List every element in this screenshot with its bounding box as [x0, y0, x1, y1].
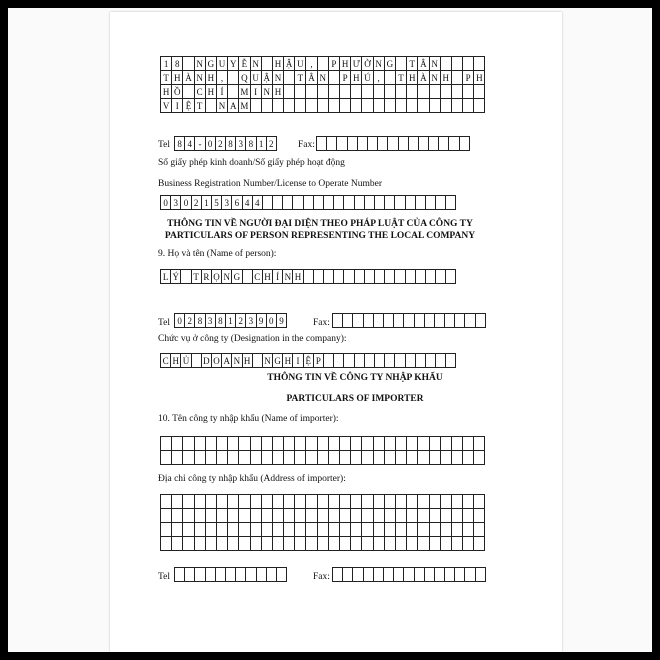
char-box — [475, 567, 486, 582]
char-box: T — [160, 70, 172, 85]
char-box — [473, 436, 485, 451]
representative-tel-label: Tel — [158, 318, 170, 328]
importer-tel-label: Tel — [158, 572, 170, 582]
char-box: G — [205, 56, 217, 71]
char-box: 0 — [160, 195, 171, 210]
char-box: H — [282, 353, 293, 368]
char-box: 6 — [231, 195, 242, 210]
char-box: H — [350, 70, 362, 85]
importer-fax-label: Fax: — [313, 572, 330, 582]
char-box: U — [294, 56, 306, 71]
char-box: 2 — [215, 136, 226, 151]
char-box: H — [272, 84, 284, 99]
char-box: Í — [272, 269, 283, 284]
char-box: Ọ — [211, 269, 222, 284]
char-box: Ậ — [261, 70, 273, 85]
char-box: L — [160, 269, 171, 284]
char-box: Ú — [361, 70, 373, 85]
importer-tel-field — [174, 568, 287, 582]
char-box: 2 — [266, 136, 277, 151]
importer-name-grid — [160, 436, 485, 465]
char-box: 9 — [256, 313, 267, 328]
char-box — [473, 536, 485, 551]
char-box: 1 — [160, 56, 172, 71]
char-box: N — [194, 70, 206, 85]
char-box: T — [294, 70, 306, 85]
representative-name-field — [160, 270, 456, 284]
char-box: 0 — [174, 313, 185, 328]
char-box: T — [406, 56, 418, 71]
char-box: I — [171, 98, 183, 113]
char-box: Q — [238, 70, 250, 85]
char-box: 3 — [205, 313, 216, 328]
box-row — [160, 537, 485, 551]
company-tel-field — [174, 137, 277, 151]
char-box: H — [170, 353, 181, 368]
char-box: Â — [305, 70, 317, 85]
char-box — [473, 56, 485, 71]
license-label-vn: Số giấy phép kinh doanh/Số giấy phép hoạt động — [158, 158, 345, 168]
char-box: N — [429, 56, 441, 71]
importer-address-label: Địa chỉ công ty nhập khẩu (Address of importer): — [158, 474, 346, 484]
char-box: P — [339, 70, 351, 85]
char-box — [459, 136, 470, 151]
char-box: 8 — [171, 56, 183, 71]
char-box — [473, 494, 485, 509]
char-box: P — [313, 353, 324, 368]
box-row — [160, 436, 485, 451]
representative-heading-en: PARTICULARS OF PERSON REPRESENTING THE LOCAL COMPANY — [164, 231, 476, 241]
char-box: Ờ — [361, 56, 373, 71]
char-box: P — [462, 70, 474, 85]
char-box: N — [194, 56, 206, 71]
char-box: 4 — [252, 195, 263, 210]
char-box: Y — [227, 56, 239, 71]
char-box — [473, 522, 485, 537]
char-box: H — [339, 56, 351, 71]
char-box: M — [238, 98, 250, 113]
char-box: À — [417, 70, 429, 85]
char-box — [475, 313, 486, 328]
license-number-field — [160, 196, 456, 210]
box-row — [160, 451, 485, 465]
char-box: Â — [417, 56, 429, 71]
char-box: 1 — [225, 313, 236, 328]
char-box: N — [282, 269, 293, 284]
char-box: 0 — [205, 136, 216, 151]
char-box: 2 — [191, 195, 202, 210]
designation-label: Chức vụ ở công ty (Designation in the company): — [158, 334, 347, 344]
char-box: 1 — [256, 136, 267, 151]
char-box: Ậ — [283, 56, 295, 71]
char-box: 1 — [201, 195, 212, 210]
char-box: N — [261, 84, 273, 99]
char-box — [473, 450, 485, 465]
char-box — [445, 269, 456, 284]
char-box: H — [160, 84, 172, 99]
char-box: 2 — [235, 313, 246, 328]
char-box: 5 — [211, 195, 222, 210]
char-box: H — [171, 70, 183, 85]
page-edge-stamp — [548, 208, 560, 398]
scan-background — [8, 8, 652, 652]
char-box: O — [211, 353, 222, 368]
importer-heading-vn: THÔNG TIN VỀ CÔNG TY NHẬP KHẨU — [267, 373, 443, 383]
char-box: A — [227, 98, 239, 113]
char-box: 8 — [194, 313, 205, 328]
char-box: 3 — [235, 136, 246, 151]
char-box: H — [242, 353, 253, 368]
char-box: Ý — [170, 269, 181, 284]
char-box: N — [216, 98, 228, 113]
char-box: Ệ — [182, 98, 194, 113]
representative-fax-label: Fax: — [313, 318, 330, 328]
char-box: , — [216, 70, 228, 85]
importer-address-grid — [160, 494, 485, 551]
char-box: 0 — [180, 195, 191, 210]
char-box — [473, 84, 485, 99]
char-box: P — [328, 56, 340, 71]
char-box: N — [373, 56, 385, 71]
char-box: N — [429, 70, 441, 85]
char-box: C — [194, 84, 206, 99]
company-tel-label: Tel — [158, 140, 170, 150]
char-box — [473, 98, 485, 113]
representative-name-label: 9. Họ và tên (Name of person): — [158, 249, 277, 259]
char-box: - — [194, 136, 205, 151]
char-box: D — [201, 353, 212, 368]
char-box: Ễ — [238, 56, 250, 71]
company-address-grid — [160, 56, 485, 113]
char-box — [445, 195, 456, 210]
char-box: Ư — [350, 56, 362, 71]
char-box: I — [292, 353, 303, 368]
importer-fax-field — [332, 568, 486, 582]
box-row — [160, 99, 485, 113]
char-box: , — [373, 70, 385, 85]
char-box: N — [250, 56, 262, 71]
char-box: U — [216, 56, 228, 71]
box-row — [160, 523, 485, 537]
char-box: T — [191, 269, 202, 284]
char-box: H — [406, 70, 418, 85]
box-row — [160, 85, 485, 99]
importer-heading-en: PARTICULARS OF IMPORTER — [286, 394, 424, 404]
char-box: H — [262, 269, 273, 284]
char-box: I — [250, 84, 262, 99]
box-row — [160, 509, 485, 523]
char-box — [473, 508, 485, 523]
char-box: 8 — [225, 136, 236, 151]
char-box — [445, 353, 456, 368]
form-sheet — [110, 12, 562, 652]
char-box: A — [221, 353, 232, 368]
char-box: 2 — [184, 313, 195, 328]
char-box: H — [205, 84, 217, 99]
char-box: H — [440, 70, 452, 85]
importer-name-label: 10. Tên công ty nhập khẩu (Name of importer): — [158, 414, 339, 424]
char-box: T — [194, 98, 206, 113]
char-box: 3 — [221, 195, 232, 210]
char-box: C — [252, 269, 263, 284]
char-box: G — [272, 353, 283, 368]
char-box: , — [305, 56, 317, 71]
char-box: 9 — [276, 313, 287, 328]
char-box: N — [221, 269, 232, 284]
char-box: U — [250, 70, 262, 85]
char-box: H — [292, 269, 303, 284]
char-box: H — [272, 56, 284, 71]
char-box: H — [473, 70, 485, 85]
representative-heading-vn: THÔNG TIN VỀ NGƯỜI ĐẠI DIỆN THEO PHÁP LUẬT CỦA CÔNG TY — [167, 219, 473, 229]
char-box: 3 — [245, 313, 256, 328]
char-box: À — [182, 70, 194, 85]
char-box: G — [384, 56, 396, 71]
box-row — [160, 71, 485, 85]
char-box: 8 — [215, 313, 226, 328]
char-box: T — [395, 70, 407, 85]
char-box: V — [160, 98, 172, 113]
representative-fax-field — [332, 314, 486, 328]
char-box: N — [262, 353, 273, 368]
char-box: N — [231, 353, 242, 368]
char-box: R — [201, 269, 212, 284]
representative-tel-field — [174, 314, 287, 328]
char-box: Ệ — [303, 353, 314, 368]
char-box: Ồ — [171, 84, 183, 99]
designation-field — [160, 354, 456, 368]
char-box: N — [317, 70, 329, 85]
char-box: 8 — [245, 136, 256, 151]
char-box — [276, 567, 287, 582]
box-row — [160, 494, 485, 509]
char-box: M — [238, 84, 250, 99]
char-box: Ủ — [180, 353, 191, 368]
company-fax-label: Fax: — [298, 140, 315, 150]
company-fax-field — [316, 137, 470, 151]
char-box: 4 — [184, 136, 195, 151]
box-row — [160, 56, 485, 71]
license-label-en: Business Registration Number/License to Operate Number — [158, 179, 382, 189]
char-box: 4 — [242, 195, 253, 210]
char-box: C — [160, 353, 171, 368]
char-box: N — [272, 70, 284, 85]
char-box: 3 — [170, 195, 181, 210]
char-box: Í — [216, 84, 228, 99]
char-box: G — [231, 269, 242, 284]
char-box: 8 — [174, 136, 185, 151]
char-box: 0 — [266, 313, 277, 328]
char-box: H — [205, 70, 217, 85]
